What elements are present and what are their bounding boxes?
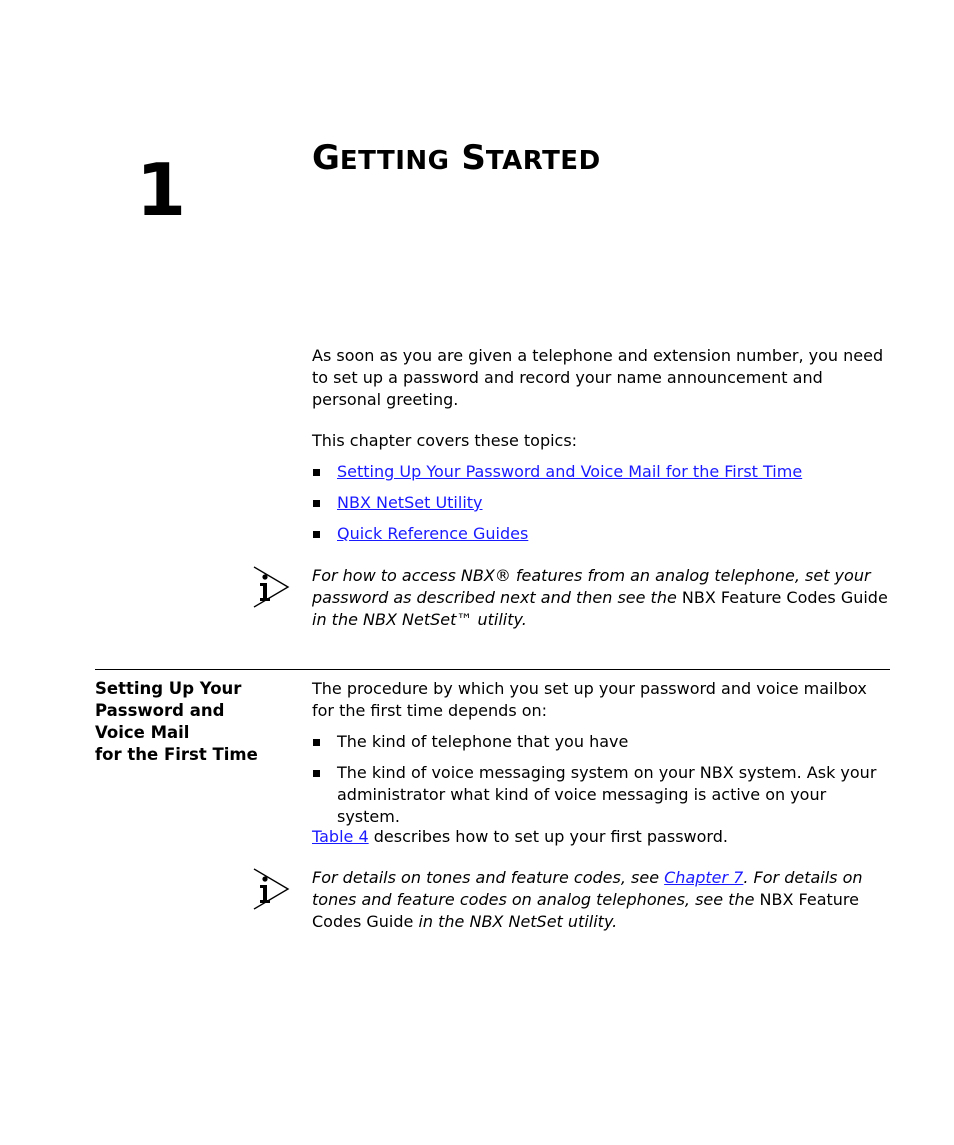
- link-chapter-7-text[interactable]: Chapter 7: [664, 868, 744, 887]
- kinds-list: [312, 731, 892, 837]
- note-text: . For details on tones and feature codes on analog telephones, see the: [312, 868, 863, 909]
- note-text: For details on tones and feature codes, see: [312, 868, 665, 887]
- heading-line: Setting Up Your: [95, 679, 242, 698]
- chapter-title: [312, 136, 601, 183]
- link-setting-up-password[interactable]: Setting Up Your Password and Voice Mail for the First Time: [337, 462, 803, 481]
- link-quick-reference-guides[interactable]: Quick Reference Guides: [337, 524, 529, 543]
- intro-paragraph: As soon as you are given a telephone and extension number, you need to set up a password and record your name announcement and personal greeting.: [312, 346, 884, 409]
- section-heading: [95, 678, 295, 766]
- note-text: in the NBX NetSet™ utility.: [312, 610, 527, 629]
- note-tones-feature-codes: [312, 867, 892, 933]
- list-item-text: The kind of voice messaging system on your NBX system. Ask your administrator what kind of voice messaging is active on your system.: [337, 763, 877, 826]
- info-note-icon: [250, 564, 292, 610]
- bullet-square-icon: [313, 500, 320, 507]
- heading-line: Password and: [95, 701, 225, 720]
- guide-title: NBX Feature Codes Guide: [681, 588, 888, 607]
- title-initial-s: S: [461, 138, 486, 178]
- title-rest-etting: ETTING: [339, 146, 450, 176]
- note-text: For how to access NBX® features from an analog telephone, set your password as described next and then see the: [312, 566, 871, 607]
- heading-line: for the First Time: [95, 745, 258, 764]
- bullet-square-icon: [313, 469, 320, 476]
- table-reference-text: describes how to set up your first password.: [368, 827, 728, 846]
- list-item-text: The kind of telephone that you have: [337, 732, 629, 751]
- bullet-square-icon: [313, 739, 320, 746]
- heading-line: Voice Mail: [95, 723, 190, 742]
- list-item: [312, 762, 892, 828]
- info-note-icon: [250, 866, 292, 912]
- link-table-4[interactable]: Table 4: [312, 827, 369, 846]
- bullet-square-icon: [313, 531, 320, 538]
- chapter-number: 1: [136, 148, 187, 232]
- list-item: [312, 523, 892, 554]
- note-text: in the NBX NetSet utility.: [413, 912, 618, 931]
- link-chapter-7[interactable]: [664, 868, 743, 887]
- title-initial-g: G: [312, 138, 340, 178]
- list-item: [312, 731, 892, 753]
- topics-lead: This chapter covers these topics:: [312, 431, 578, 450]
- list-item: [312, 492, 892, 523]
- note-analog-telephone: [312, 565, 892, 631]
- list-item: [312, 461, 892, 492]
- title-rest-tarted: TARTED: [485, 146, 601, 176]
- link-nbx-netset-utility[interactable]: NBX NetSet Utility: [337, 493, 483, 512]
- section-divider: [95, 669, 890, 670]
- guide-title: NBX Feature Codes Guide: [312, 890, 859, 931]
- section-paragraph: The procedure by which you set up your password and voice mailbox for the first time depends on:: [312, 679, 867, 720]
- table-reference-paragraph: [312, 826, 892, 848]
- bullet-square-icon: [313, 770, 320, 777]
- topics-list: [312, 461, 892, 554]
